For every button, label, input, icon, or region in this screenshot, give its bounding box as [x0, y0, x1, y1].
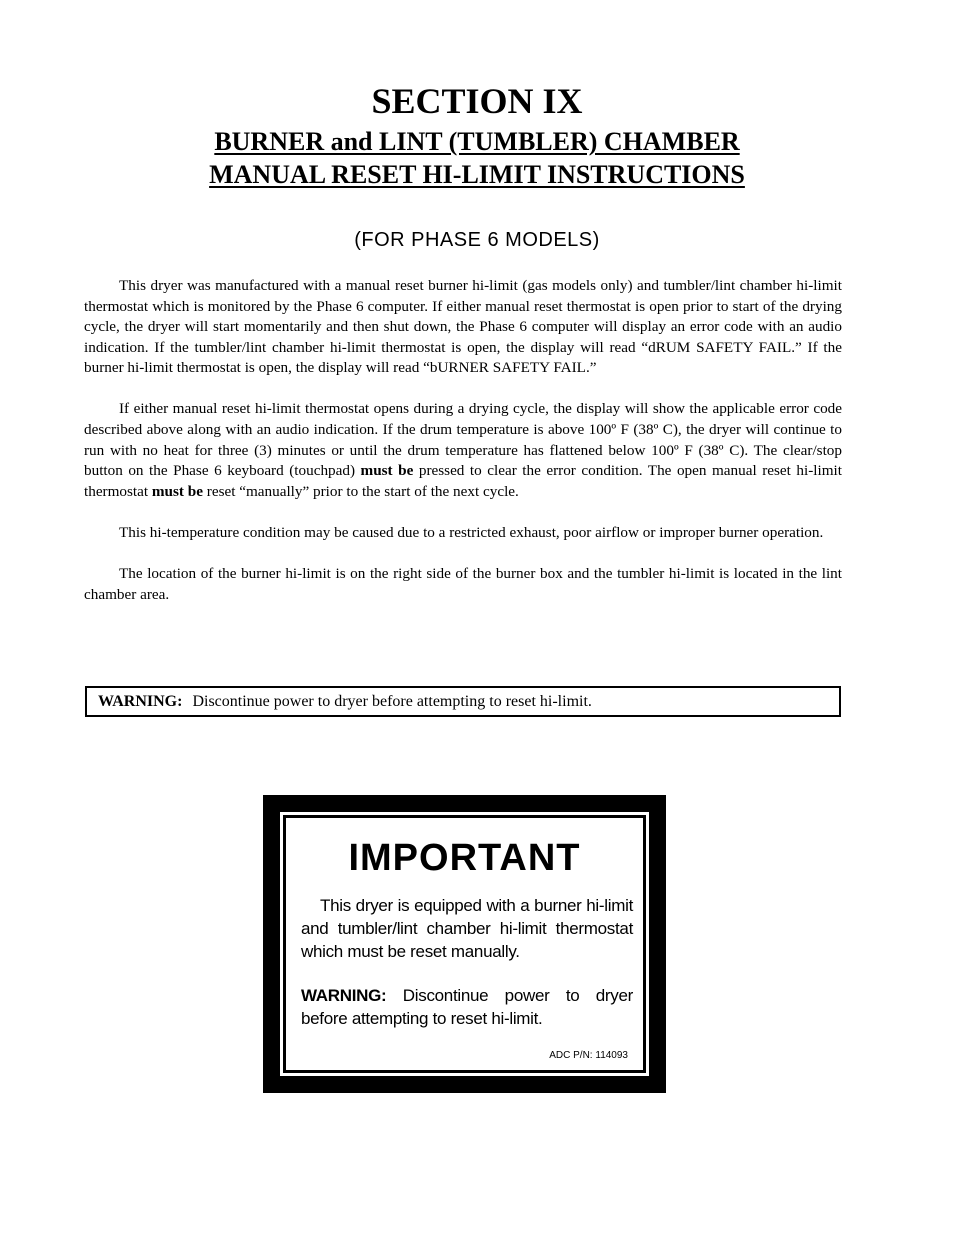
subtitle-line-1: BURNER and LINT (TUMBLER) CHAMBER: [214, 127, 740, 156]
emphasis-text: must be: [360, 462, 414, 480]
paragraph-causes: This hi-temperature condition may be caused due to a restricted exhaust, poor airflow or improper burner operation.: [119, 523, 824, 541]
sign-border: [283, 815, 646, 1073]
instructions-body: [84, 276, 842, 626]
sign-title: IMPORTANT: [348, 837, 581, 879]
warning-text: Discontinue power to dryer before attempting to reset hi-limit.: [192, 693, 592, 710]
warning-label: WARNING:: [98, 693, 183, 710]
sign-warning-text: Discontinue power to dryer before attempting to reset hi-limit.: [301, 986, 633, 1028]
sign-warning: [301, 984, 633, 1030]
models-note: (FOR PHASE 6 MODELS): [354, 229, 600, 251]
emphasis-text: must be: [151, 482, 203, 500]
paragraph-text: reset “manually” prior to the start of the next cycle.: [202, 482, 519, 500]
important-sign: [263, 795, 666, 1093]
warning-box: [85, 686, 841, 717]
subtitle-line-2: MANUAL RESET HI-LIMIT INSTRUCTIONS: [209, 160, 745, 189]
paragraph-location: The location of the burner hi-limit is on the right side of the burner box and the tumbler hi-limit is located in the lint chamber area.: [84, 565, 842, 603]
paragraph-text: pressed to clear the error condition. The open manual reset hi-limit thermostat: [84, 462, 842, 500]
sign-panel: [280, 812, 649, 1076]
section-title: SECTION IX: [371, 81, 583, 121]
sign-body-text: This dryer is equipped with a burner hi-limit and tumbler/lint chamber hi-limit thermostat which must be reset manually.: [301, 896, 633, 961]
sign-warning-label: WARNING:: [301, 986, 387, 1005]
paragraph-text: If either manual reset hi-limit thermostat opens during a drying cycle, the display will show the applicable error code described above along with an audio indication. If the drum temperature is above 100º F (38º C), the dryer will continue to run with no heat for three (3) minutes or until the drum temperature has flattened below 100º F (38º C). The clear/stop button on the Phase 6 keyboard (touchpad): [84, 400, 842, 480]
paragraph-during-cycle: [84, 399, 842, 502]
sign-part-number: ADC P/N: 114093: [549, 1050, 628, 1061]
paragraph-error-codes: This dryer was manufactured with a manual reset burner hi-limit (gas models only) and tumbler/lint chamber hi-limit thermostat which is monitored by the Phase 6 computer. If either manual reset thermostat is open prior to start of the drying cycle, the dryer will start momentarily and then shut down, the Phase 6 computer will display an error code with an audio indication. If the tumbler/lint chamber hi-limit thermostat is open, the display will read “dRUM SAFETY FAIL.” If the burner hi-limit thermostat is open, the display will read “bURNER SAFETY FAIL.”: [84, 277, 842, 377]
